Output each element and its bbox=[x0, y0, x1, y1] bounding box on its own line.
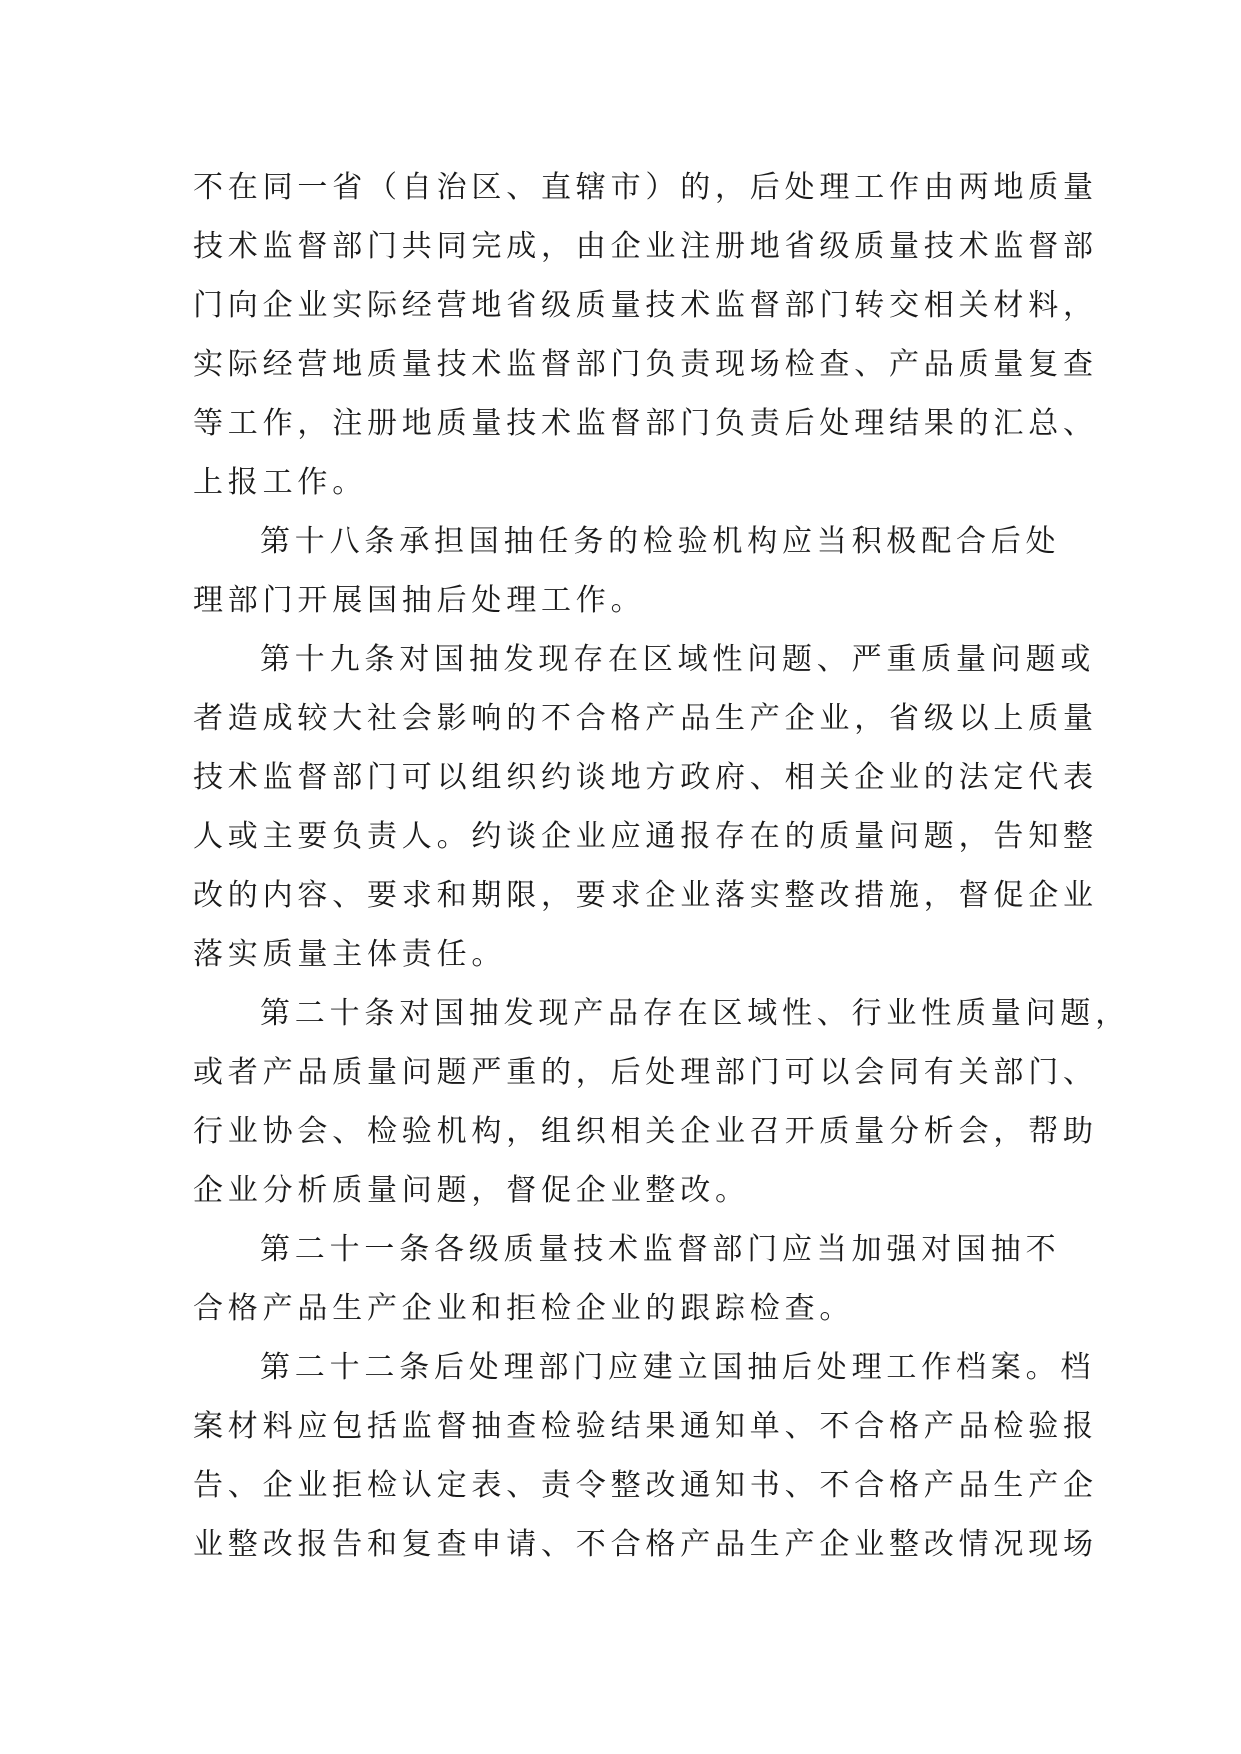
text-line: 合格产品生产企业和拒检企业的跟踪检查。 bbox=[193, 1291, 855, 1326]
text-line: 等工作，注册地质量技术监督部门负责后处理结果的汇总、 bbox=[193, 406, 1098, 441]
text-line: 第二十二条后处理部门应建立国抽后处理工作档案。档 bbox=[260, 1350, 1096, 1385]
text-line: 技术监督部门共同完成，由企业注册地省级质量技术监督部 bbox=[193, 229, 1098, 264]
paragraph-article-19 bbox=[193, 630, 1098, 984]
text-line: 或者产品质量问题严重的，后处理部门可以会同有关部门、 bbox=[193, 1055, 1098, 1090]
text-line: 实际经营地质量技术监督部门负责现场检查、产品质量复查 bbox=[193, 347, 1098, 382]
text-line: 门向企业实际经营地省级质量技术监督部门转交相关材料， bbox=[193, 288, 1098, 323]
text-line: 第十八条承担国抽任务的检验机构应当积极配合后处 bbox=[260, 524, 1061, 559]
text-line: 告、企业拒检认定表、责令整改通知书、不合格产品生产企 bbox=[193, 1468, 1098, 1503]
text-line: 人或主要负责人。约谈企业应通报存在的质量问题，告知整 bbox=[193, 819, 1098, 854]
text-line: 者造成较大社会影响的不合格产品生产企业，省级以上质量 bbox=[193, 701, 1098, 736]
paragraph-article-20 bbox=[193, 984, 1130, 1220]
text-line: 第二十条对国抽发现产品存在区域性、行业性质量问题， bbox=[260, 996, 1130, 1031]
text-line: 改的内容、要求和期限，要求企业落实整改措施，督促企业 bbox=[193, 878, 1098, 913]
paragraph-article-22 bbox=[193, 1338, 1098, 1574]
text-line: 上报工作。 bbox=[193, 465, 367, 500]
paragraph-continuation bbox=[193, 158, 1098, 512]
text-line: 落实质量主体责任。 bbox=[193, 937, 507, 972]
paragraph-article-21 bbox=[193, 1220, 1073, 1338]
text-line: 案材料应包括监督抽查检验结果通知单、不合格产品检验报 bbox=[193, 1409, 1098, 1444]
text-line: 第十九条对国抽发现存在区域性问题、严重质量问题或 bbox=[260, 642, 1096, 677]
text-line: 理部门开展国抽后处理工作。 bbox=[193, 583, 646, 618]
text-line: 行业协会、检验机构，组织相关企业召开质量分析会，帮助 bbox=[193, 1114, 1098, 1149]
text-line: 第二十一条各级质量技术监督部门应当加强对国抽不 bbox=[260, 1232, 1061, 1267]
text-line: 企业分析质量问题，督促企业整改。 bbox=[193, 1173, 750, 1208]
text-line: 不在同一省（自治区、直辖市）的，后处理工作由两地质量 bbox=[193, 170, 1098, 205]
text-line: 业整改报告和复查申请、不合格产品生产企业整改情况现场 bbox=[193, 1527, 1098, 1562]
document-body bbox=[193, 158, 1130, 1574]
paragraph-article-18 bbox=[193, 512, 1073, 630]
text-line: 技术监督部门可以组织约谈地方政府、相关企业的法定代表 bbox=[193, 760, 1098, 795]
